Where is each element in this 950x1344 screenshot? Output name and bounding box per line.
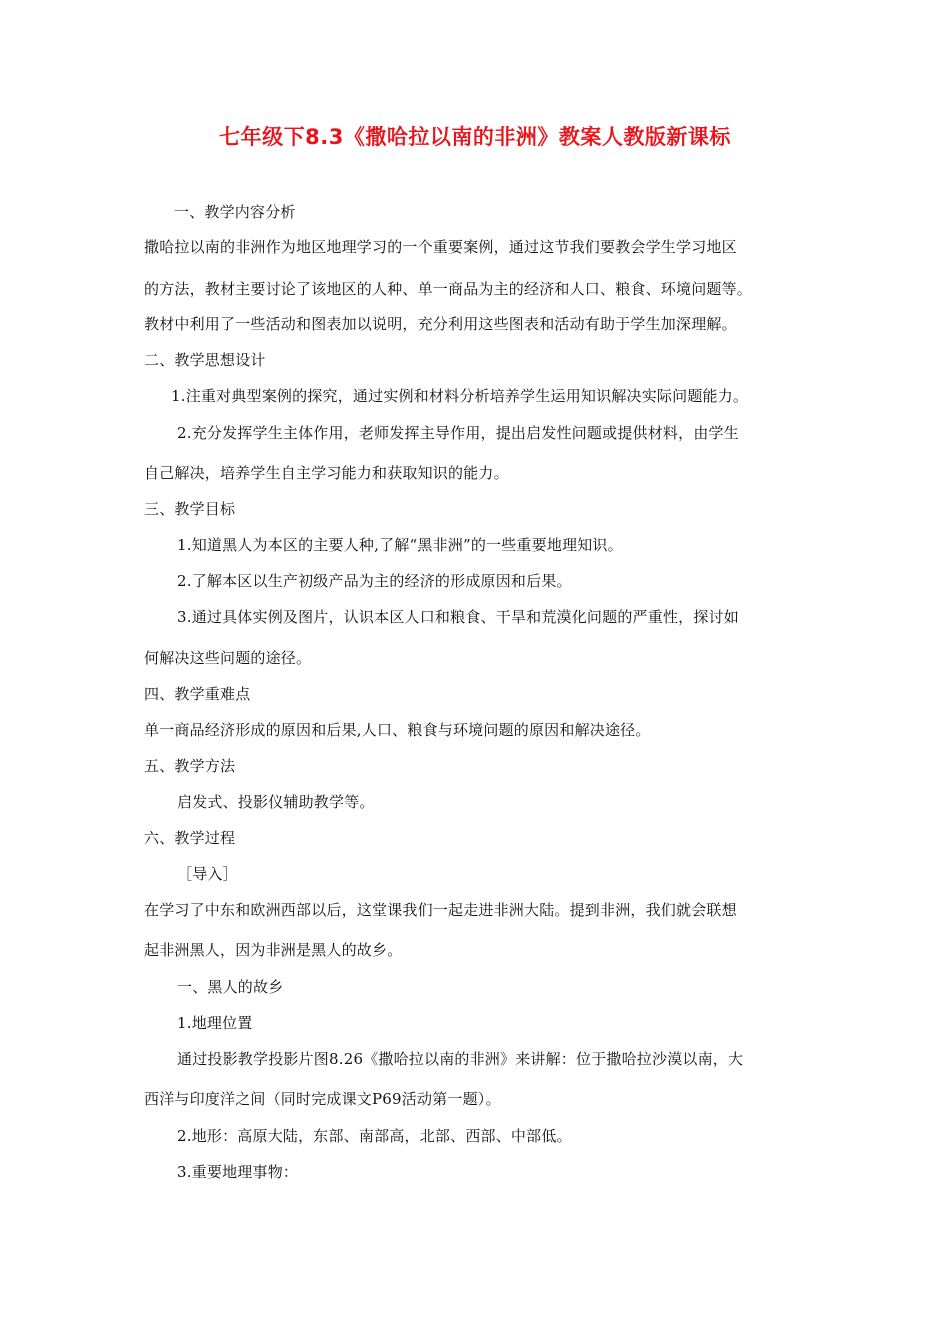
list-item: 2.了解本区以生产初级产品为主的经济的形成原因和后果。 [177,572,572,590]
paragraph-line: 西洋与印度洋之间（同时完成课文P69活动第一题）。 [144,1090,501,1108]
paragraph-line: 何解决这些问题的途径。 [144,649,312,667]
paragraph-line: 通过投影教学投影片图8.26《撒哈拉以南的非洲》来讲解：位于撒哈拉沙漠以南，大 [177,1050,744,1068]
list-item: 1.注重对典型案例的探究，通过实例和材料分析培养学生运用知识解决实际问题能力。 [171,387,749,405]
section-heading-methods: 五、教学方法 [144,757,236,775]
section-heading-process: 六、教学过程 [144,829,236,847]
subheading-intro: ［导入］ [177,865,238,883]
paragraph-line: 撒哈拉以南的非洲作为地区地理学习的一个重要案例，通过这节我们要教会学生学习地区 [144,238,737,256]
list-item: 3.重要地理事物： [177,1163,299,1181]
section-heading-design: 二、教学思想设计 [144,351,266,369]
document-title: 七年级下8.3《撒哈拉以南的非洲》教案人教版新课标 [219,125,731,149]
paragraph-line: 单一商品经济形成的原因和后果,人口、粮食与环境问题的原因和解决途径。 [144,721,651,739]
section-heading-goals: 三、教学目标 [144,500,236,518]
paragraph-line: 教材中利用了一些活动和图表加以说明，充分利用这些图表和活动有助于学生加深理解。 [144,315,737,333]
paragraph-line: 的方法，教材主要讨论了该地区的人种、单一商品为主的经济和人口、粮食、环境问题等。 [144,280,753,298]
list-item: 3.通过具体实例及图片，认识本区人口和粮食、干旱和荒漠化问题的严重性，探讨如 [177,608,739,626]
paragraph-line: 启发式、投影仪辅助教学等。 [177,793,375,811]
list-item: 1.地理位置 [177,1014,253,1032]
paragraph-line: 起非洲黑人，因为非洲是黑人的故乡。 [144,941,403,959]
paragraph-line: 在学习了中东和欧洲西部以后，这堂课我们一起走进非洲大陆。提到非洲，我们就会联想 [144,901,737,919]
list-item: 2.地形：高原大陆，东部、南部高，北部、西部、中部低。 [177,1127,572,1145]
subheading-homeland: 一、黑人的故乡 [177,978,284,996]
paragraph-line: 自己解决，培养学生自主学习能力和获取知识的能力。 [144,464,509,482]
section-heading-key-points: 四、教学重难点 [144,685,251,703]
list-item: 1.知道黑人为本区的主要人种,了解“黑非洲”的一些重要地理知识。 [177,536,623,554]
section-heading-content-analysis: 一、教学内容分析 [174,203,296,221]
list-item: 2.充分发挥学生主体作用，老师发挥主导作用，提出启发性问题或提供材料，由学生 [177,424,739,442]
